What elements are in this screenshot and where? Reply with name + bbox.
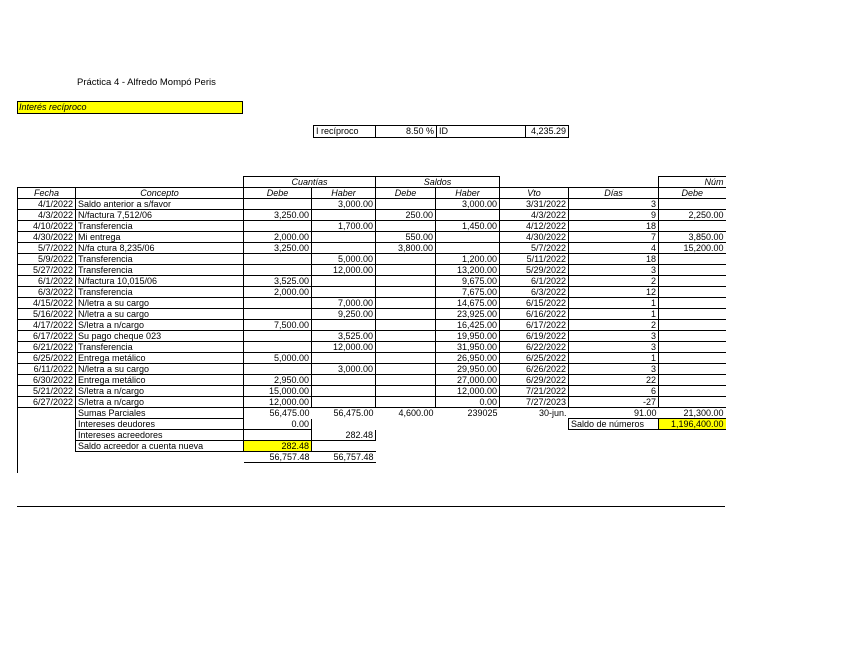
cell-fecha: 6/3/2022 bbox=[18, 287, 76, 298]
cell-haber: 3,000.00 bbox=[312, 364, 376, 375]
cell-dias: 1 bbox=[569, 353, 659, 364]
cell-debe bbox=[244, 265, 312, 276]
table-row bbox=[18, 243, 726, 254]
cell-num bbox=[659, 342, 726, 353]
header-num: Núm bbox=[659, 177, 726, 188]
cell-saldo-debe bbox=[376, 276, 436, 287]
cell-haber bbox=[312, 210, 376, 221]
cell-dias: 2 bbox=[569, 320, 659, 331]
cell-dias: 7 bbox=[569, 232, 659, 243]
cell-haber: 5,000.00 bbox=[312, 254, 376, 265]
sumas-label: Sumas Parciales bbox=[76, 408, 244, 419]
cell-fecha: 5/7/2022 bbox=[18, 243, 76, 254]
cell-concepto: Saldo anterior a s/favor bbox=[76, 199, 244, 210]
cell-vto: 6/29/2022 bbox=[500, 375, 569, 386]
cell-debe: 12,000.00 bbox=[244, 397, 312, 408]
cell-vto: 4/30/2022 bbox=[500, 232, 569, 243]
cell-dias: 9 bbox=[569, 210, 659, 221]
cell-dias: 1 bbox=[569, 309, 659, 320]
cell-vto: 6/19/2022 bbox=[500, 331, 569, 342]
acreedores-value: 282.48 bbox=[312, 430, 376, 441]
cell-num bbox=[659, 353, 726, 364]
total-row bbox=[18, 452, 726, 463]
cell-vto: 3/31/2022 bbox=[500, 199, 569, 210]
cell-fecha: 6/17/2022 bbox=[18, 331, 76, 342]
cell-saldo-debe bbox=[376, 265, 436, 276]
cell-concepto: Transferencia bbox=[76, 342, 244, 353]
header-concepto: Concepto bbox=[76, 188, 244, 199]
table-row bbox=[18, 254, 726, 265]
cell-fecha: 6/27/2022 bbox=[18, 397, 76, 408]
cell-haber bbox=[312, 375, 376, 386]
cell-haber: 1,700.00 bbox=[312, 221, 376, 232]
cell-concepto: Entrega metálico bbox=[76, 375, 244, 386]
cell-debe: 5,000.00 bbox=[244, 353, 312, 364]
table-row bbox=[18, 353, 726, 364]
cell-dias: 6 bbox=[569, 386, 659, 397]
cell-dias: 18 bbox=[569, 221, 659, 232]
sumas-dias: 91.00 bbox=[633, 408, 657, 418]
cell-concepto: Entrega metálico bbox=[76, 353, 244, 364]
ledger-table bbox=[17, 176, 726, 473]
header-fecha: Fecha bbox=[18, 188, 76, 199]
cell-debe bbox=[244, 342, 312, 353]
table-row bbox=[18, 320, 726, 331]
sumas-debe: 56,475.00 bbox=[269, 408, 310, 419]
cell-fecha: 4/10/2022 bbox=[18, 221, 76, 232]
saldo-value: 282.48 bbox=[244, 441, 312, 452]
cell-saldo-debe bbox=[376, 364, 436, 375]
cell-num bbox=[659, 320, 726, 331]
cell-debe bbox=[244, 364, 312, 375]
cell-concepto: S/letra a n/cargo bbox=[76, 320, 244, 331]
cell-num bbox=[659, 199, 726, 210]
cell-debe bbox=[244, 298, 312, 309]
cell-dias: 22 bbox=[569, 375, 659, 386]
header-saldo-haber: Haber bbox=[436, 188, 500, 199]
cell-num bbox=[659, 287, 726, 298]
cell-haber bbox=[312, 243, 376, 254]
cell-fecha: 4/30/2022 bbox=[18, 232, 76, 243]
cell-concepto: N/letra a su cargo bbox=[76, 298, 244, 309]
cell-saldo-haber: 14,675.00 bbox=[436, 298, 500, 309]
cell-saldo-debe bbox=[376, 331, 436, 342]
cell-vto: 6/1/2022 bbox=[500, 276, 569, 287]
cell-saldo-debe bbox=[376, 386, 436, 397]
table-row bbox=[18, 221, 726, 232]
cell-num bbox=[659, 386, 726, 397]
header-cuantias: Cuantías bbox=[244, 177, 376, 188]
cell-saldo-haber: 9,675.00 bbox=[436, 276, 500, 287]
cell-vto: 4/3/2022 bbox=[500, 210, 569, 221]
cell-dias: 3 bbox=[569, 265, 659, 276]
cell-debe: 2,000.00 bbox=[244, 232, 312, 243]
cell-debe bbox=[244, 221, 312, 232]
table-row bbox=[18, 309, 726, 320]
cell-concepto: Mi entrega bbox=[76, 232, 244, 243]
param-id-value: 4,235.29 bbox=[526, 126, 569, 138]
cell-saldo-haber: 23,925.00 bbox=[436, 309, 500, 320]
header-saldos: Saldos bbox=[376, 177, 500, 188]
cell-debe bbox=[244, 331, 312, 342]
cell-fecha: 6/11/2022 bbox=[18, 364, 76, 375]
cell-saldo-debe bbox=[376, 199, 436, 210]
cell-num bbox=[659, 298, 726, 309]
table-row bbox=[18, 232, 726, 243]
cell-dias: 1 bbox=[569, 298, 659, 309]
section-title: Interés recíproco bbox=[17, 101, 243, 114]
cell-saldo-debe bbox=[376, 342, 436, 353]
cell-debe: 7,500.00 bbox=[244, 320, 312, 331]
cell-saldo-haber: 26,950.00 bbox=[436, 353, 500, 364]
cell-fecha: 4/15/2022 bbox=[18, 298, 76, 309]
cell-concepto: N/letra a su cargo bbox=[76, 364, 244, 375]
cell-num bbox=[659, 254, 726, 265]
table-row bbox=[18, 331, 726, 342]
cell-dias: 4 bbox=[569, 243, 659, 254]
cell-saldo-haber: 3,000.00 bbox=[436, 199, 500, 210]
cell-vto: 7/27/2023 bbox=[500, 397, 569, 408]
cell-concepto: Transferencia bbox=[76, 287, 244, 298]
cell-vto: 4/12/2022 bbox=[500, 221, 569, 232]
saldo-numeros-value: 1,196,400.00 bbox=[659, 419, 726, 430]
cell-fecha: 6/1/2022 bbox=[18, 276, 76, 287]
cell-debe: 2,000.00 bbox=[244, 287, 312, 298]
cell-saldo-haber: 31,950.00 bbox=[436, 342, 500, 353]
cell-num bbox=[659, 397, 726, 408]
cell-debe: 2,950.00 bbox=[244, 375, 312, 386]
cell-saldo-debe bbox=[376, 397, 436, 408]
cell-saldo-haber: 0.00 bbox=[436, 397, 500, 408]
cell-vto: 6/16/2022 bbox=[500, 309, 569, 320]
cell-fecha: 5/27/2022 bbox=[18, 265, 76, 276]
cell-fecha: 6/30/2022 bbox=[18, 375, 76, 386]
header-saldo-debe: Debe bbox=[376, 188, 436, 199]
table-row bbox=[18, 210, 726, 221]
cell-fecha: 5/16/2022 bbox=[18, 309, 76, 320]
cell-saldo-debe: 3,800.00 bbox=[376, 243, 436, 254]
cell-concepto: Transferencia bbox=[76, 221, 244, 232]
cell-saldo-haber: 27,000.00 bbox=[436, 375, 500, 386]
cell-fecha: 5/9/2022 bbox=[18, 254, 76, 265]
table-row bbox=[18, 397, 726, 408]
cell-haber: 12,000.00 bbox=[312, 342, 376, 353]
cell-saldo-haber: 1,450.00 bbox=[436, 221, 500, 232]
header-row bbox=[18, 188, 726, 199]
cell-vto: 6/26/2022 bbox=[500, 364, 569, 375]
header-group-row bbox=[18, 177, 726, 188]
cell-concepto: S/letra a n/cargo bbox=[76, 397, 244, 408]
cell-saldo-debe bbox=[376, 375, 436, 386]
sumas-saldo-haber: 239025 bbox=[467, 408, 498, 419]
cell-fecha: 6/21/2022 bbox=[18, 342, 76, 353]
cell-num bbox=[659, 265, 726, 276]
total-debe: 56,757.48 bbox=[244, 452, 312, 463]
cell-saldo-debe bbox=[376, 320, 436, 331]
cell-concepto: N/factura 10,015/06 bbox=[76, 276, 244, 287]
cell-vto: 5/11/2022 bbox=[500, 254, 569, 265]
header-num-debe: Debe bbox=[659, 188, 726, 199]
acreedores-label: Intereses acreedores bbox=[76, 430, 244, 441]
cell-vto: 5/7/2022 bbox=[500, 243, 569, 254]
cell-haber: 3,525.00 bbox=[312, 331, 376, 342]
cell-saldo-haber bbox=[436, 243, 500, 254]
cell-saldo-debe bbox=[376, 309, 436, 320]
table-row bbox=[18, 298, 726, 309]
cell-dias: 3 bbox=[569, 342, 659, 353]
cell-concepto: N/factura 7,512/06 bbox=[76, 210, 244, 221]
cell-haber: 12,000.00 bbox=[312, 265, 376, 276]
header-debe: Debe bbox=[244, 188, 312, 199]
cell-saldo-debe bbox=[376, 353, 436, 364]
deudores-label: Intereses deudores bbox=[76, 419, 244, 430]
cell-haber bbox=[312, 353, 376, 364]
cell-vto: 7/21/2022 bbox=[500, 386, 569, 397]
sumas-row bbox=[18, 408, 726, 419]
cell-fecha: 5/21/2022 bbox=[18, 386, 76, 397]
header-vto: Vto bbox=[500, 188, 569, 199]
cell-haber bbox=[312, 232, 376, 243]
cell-debe: 3,525.00 bbox=[244, 276, 312, 287]
cell-saldo-haber: 16,425.00 bbox=[436, 320, 500, 331]
cell-saldo-debe: 250.00 bbox=[376, 210, 436, 221]
cell-num bbox=[659, 309, 726, 320]
param-rate: 8.50 % bbox=[376, 126, 437, 138]
cell-saldo-haber: 7,675.00 bbox=[436, 287, 500, 298]
header-dias: Días bbox=[569, 188, 659, 199]
sumas-saldo-debe: 4,600.00 bbox=[398, 408, 434, 419]
cell-num: 15,200.00 bbox=[659, 243, 726, 254]
cell-num bbox=[659, 276, 726, 287]
cell-saldo-haber: 13,200.00 bbox=[436, 265, 500, 276]
cell-concepto: Transferencia bbox=[76, 265, 244, 276]
cell-debe bbox=[244, 199, 312, 210]
cell-debe: 3,250.00 bbox=[244, 243, 312, 254]
param-label-id: ID bbox=[437, 126, 526, 138]
spacer-row bbox=[18, 463, 726, 473]
cell-dias: 2 bbox=[569, 276, 659, 287]
cell-dias: 3 bbox=[569, 331, 659, 342]
cell-haber bbox=[312, 397, 376, 408]
cell-concepto: N/letra a su cargo bbox=[76, 309, 244, 320]
saldo-numeros-label: Saldo de números bbox=[569, 419, 659, 430]
cell-concepto: Su pago cheque 023 bbox=[76, 331, 244, 342]
cell-vto: 6/25/2022 bbox=[500, 353, 569, 364]
sumas-haber: 56,475.00 bbox=[333, 408, 374, 419]
saldo-row bbox=[18, 441, 726, 452]
total-haber: 56,757.48 bbox=[312, 452, 376, 463]
table-row bbox=[18, 342, 726, 353]
cell-saldo-haber bbox=[436, 232, 500, 243]
cell-vto: 5/29/2022 bbox=[500, 265, 569, 276]
interest-params-table bbox=[313, 125, 569, 138]
cell-saldo-haber: 1,200.00 bbox=[436, 254, 500, 265]
cell-saldo-debe bbox=[376, 298, 436, 309]
cell-saldo-debe bbox=[376, 254, 436, 265]
table-row bbox=[18, 375, 726, 386]
cell-saldo-haber: 19,950.00 bbox=[436, 331, 500, 342]
cell-vto: 6/17/2022 bbox=[500, 320, 569, 331]
cell-num: 3,850.00 bbox=[659, 232, 726, 243]
cell-num: 2,250.00 bbox=[659, 210, 726, 221]
cell-dias: 18 bbox=[569, 254, 659, 265]
bottom-border bbox=[17, 506, 725, 507]
cell-debe bbox=[244, 309, 312, 320]
table-row bbox=[18, 386, 726, 397]
cell-num bbox=[659, 375, 726, 386]
cell-debe: 15,000.00 bbox=[244, 386, 312, 397]
table-row bbox=[18, 276, 726, 287]
cell-saldo-debe: 550.00 bbox=[376, 232, 436, 243]
cell-vto: 6/22/2022 bbox=[500, 342, 569, 353]
cell-num bbox=[659, 221, 726, 232]
cell-dias: 12 bbox=[569, 287, 659, 298]
cell-concepto: N/fa ctura 8,235/06 bbox=[76, 243, 244, 254]
saldo-label: Saldo acreedor a cuenta nueva bbox=[76, 441, 244, 452]
cell-num bbox=[659, 364, 726, 375]
table-row bbox=[18, 364, 726, 375]
cell-dias: 3 bbox=[569, 199, 659, 210]
deudores-value: 0.00 bbox=[244, 419, 312, 430]
cell-haber bbox=[312, 287, 376, 298]
cell-concepto: S/letra a n/cargo bbox=[76, 386, 244, 397]
header-haber: Haber bbox=[312, 188, 376, 199]
cell-fecha: 4/1/2022 bbox=[18, 199, 76, 210]
cell-dias: -27 bbox=[569, 397, 659, 408]
cell-haber bbox=[312, 386, 376, 397]
cell-dias: 3 bbox=[569, 364, 659, 375]
cell-haber bbox=[312, 276, 376, 287]
param-label-rate: I recíproco bbox=[314, 126, 376, 138]
cell-saldo-debe bbox=[376, 221, 436, 232]
cell-saldo-haber: 12,000.00 bbox=[436, 386, 500, 397]
cell-saldo-debe bbox=[376, 287, 436, 298]
cell-haber bbox=[312, 320, 376, 331]
cell-vto: 6/15/2022 bbox=[500, 298, 569, 309]
sumas-vto: 30-jun. bbox=[538, 408, 567, 419]
document-title: Práctica 4 - Alfredo Mompó Peris bbox=[77, 77, 216, 88]
cell-haber: 9,250.00 bbox=[312, 309, 376, 320]
cell-vto: 6/3/2022 bbox=[500, 287, 569, 298]
table-row bbox=[18, 265, 726, 276]
cell-debe: 3,250.00 bbox=[244, 210, 312, 221]
cell-haber: 3,000.00 bbox=[312, 199, 376, 210]
cell-fecha: 4/3/2022 bbox=[18, 210, 76, 221]
cell-fecha: 4/17/2022 bbox=[18, 320, 76, 331]
acreedores-row bbox=[18, 430, 726, 441]
sumas-num: 21,300.00 bbox=[683, 408, 724, 418]
table-row bbox=[18, 199, 726, 210]
cell-concepto: Transferencia bbox=[76, 254, 244, 265]
deudores-row bbox=[18, 419, 726, 430]
cell-saldo-haber: 29,950.00 bbox=[436, 364, 500, 375]
cell-debe bbox=[244, 254, 312, 265]
cell-num bbox=[659, 331, 726, 342]
cell-saldo-haber bbox=[436, 210, 500, 221]
cell-haber: 7,000.00 bbox=[312, 298, 376, 309]
table-row bbox=[18, 287, 726, 298]
cell-fecha: 6/25/2022 bbox=[18, 353, 76, 364]
